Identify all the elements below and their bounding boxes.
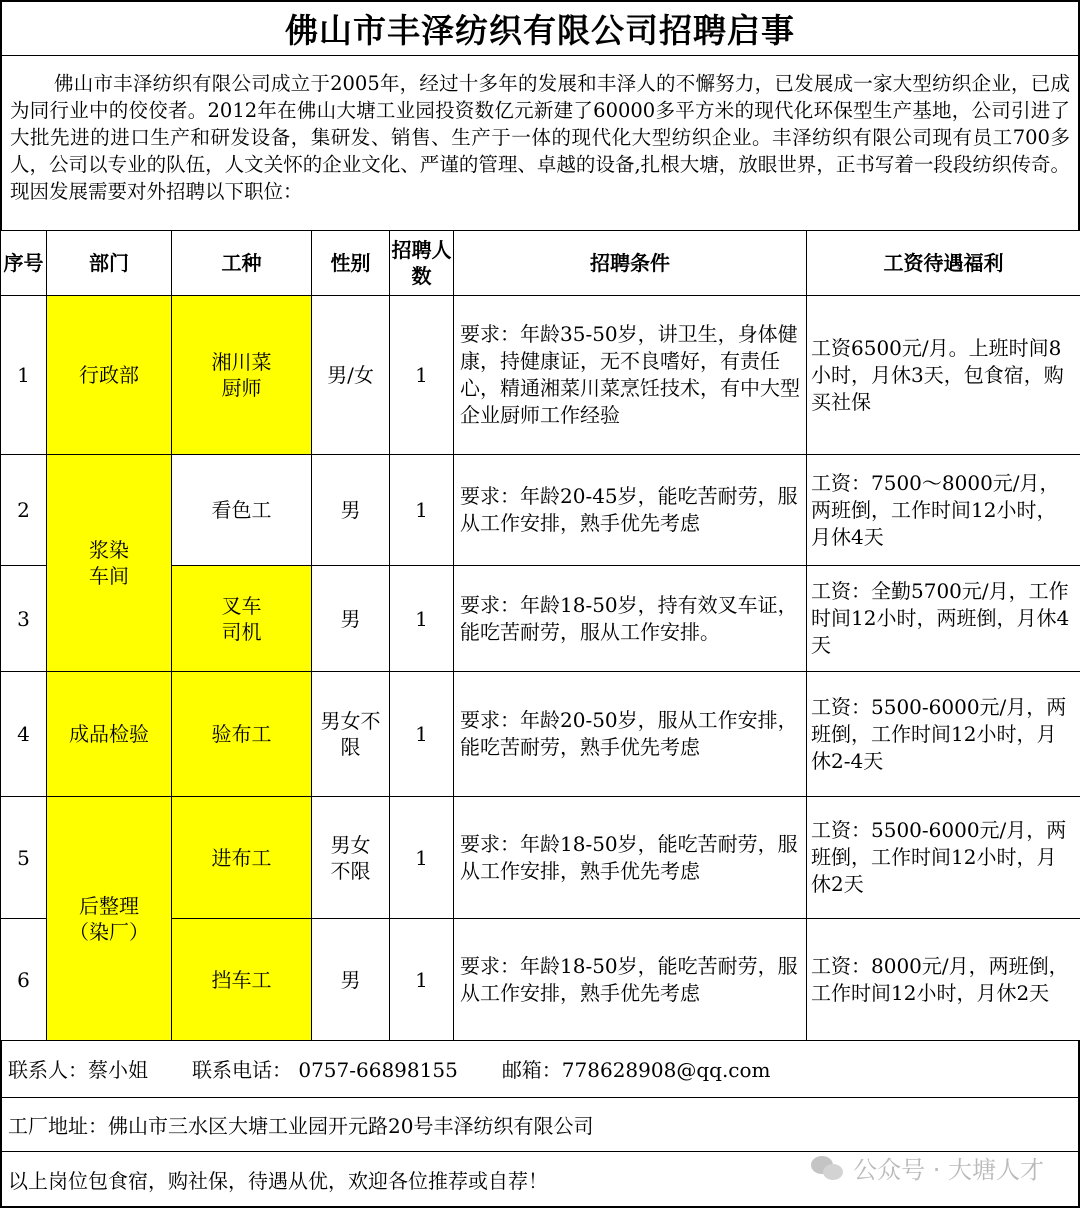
job-label: 湘川菜厨师 [211, 350, 272, 400]
row-no: 6 [1, 919, 47, 1041]
contact-email[interactable]: 邮箱：778628908@qq.com [501, 1058, 771, 1082]
job-cell: 挡车工 [172, 919, 312, 1041]
header-gender: 性别 [312, 231, 390, 296]
page-title: 佛山市丰泽纺织有限公司招聘启事 [0, 0, 1080, 56]
dept-label: 浆染车间 [89, 538, 129, 588]
count-cell: 1 [390, 296, 454, 455]
address-row [0, 1098, 1080, 1152]
job-cell: 验布工 [172, 672, 312, 797]
wage-cell: 工资：5500-6000元/月，两班倒，工作时间12小时，月休2天 [807, 797, 1080, 919]
gender-cell: 男 [312, 919, 390, 1041]
table-header-row [1, 231, 1080, 296]
count-cell: 1 [390, 919, 454, 1041]
job-cell: 看色工 [172, 455, 312, 566]
table-row [1, 672, 1080, 797]
count-cell: 1 [390, 797, 454, 919]
contact-person: 联系人：蔡小姐 [8, 1058, 148, 1082]
gender-cell: 男 [312, 566, 390, 672]
watermark-text: 公众号 · 大塘人才 [853, 1156, 1044, 1184]
table-row [1, 797, 1080, 919]
contact-row [0, 1040, 1080, 1098]
intro-paragraph: 佛山市丰泽纺织有限公司成立于2005年，经过十多年的发展和丰泽人的不懈努力，已发展成一家大型纺织企业，已成为同行业中的佼佼者。2012年在佛山大塘工业园投资数亿元新建了60000多平方米的现代化环保型生产基地，公司引进了大批先进的进口生产和研发设备，集研发、销售、生产于一体的现代化大型纺织企业。丰泽纺织有限公司现有员工700多人，公司以专业的队伍，人文关怀的企业文化、严谨的管理、卓越的设备,扎根大塘，放眼世界，正书写着一段段纺织传奇。现因发展需要对外招聘以下职位： [0, 56, 1080, 230]
header-count: 招聘人数 [390, 231, 454, 296]
wage-cell: 工资：5500-6000元/月，两班倒，工作时间12小时，月休2-4天 [807, 672, 1080, 797]
wage-cell: 工资：全勤5700元/月，工作时间12小时，两班倒，月休4天 [807, 566, 1080, 672]
row-no: 4 [1, 672, 47, 797]
dept-label: 后整理（染厂） [69, 893, 149, 944]
requirement-cell: 要求：年龄18-50岁，能吃苦耐劳，服从工作安排，熟手优先考虑 [454, 919, 807, 1041]
header-no: 序号 [1, 231, 47, 296]
table-row [1, 296, 1080, 455]
gender-label: 男女不限 [330, 832, 371, 883]
dept-cell: 成品检验 [47, 672, 172, 797]
requirement-cell: 要求：年龄18-50岁，持有效叉车证，能吃苦耐劳，服从工作安排。 [454, 566, 807, 672]
jobs-table [0, 230, 1080, 1041]
wage-cell: 工资：8000元/月，两班倒，工作时间12小时，月休2天 [807, 919, 1080, 1041]
factory-address: 工厂地址：佛山市三水区大塘工业园开元路20号丰泽纺织有限公司 [8, 1114, 594, 1138]
count-cell: 1 [390, 455, 454, 566]
dept-cell: 行政部 [47, 296, 172, 455]
row-no: 1 [1, 296, 47, 455]
row-no: 5 [1, 797, 47, 919]
gender-cell: 男/女 [312, 296, 390, 455]
contact-phone: 联系电话： 0757-66898155 [192, 1058, 458, 1082]
gender-cell [312, 672, 390, 797]
requirement-cell: 要求：年龄18-50岁，能吃苦耐劳，服从工作安排，熟手优先考虑 [454, 797, 807, 919]
table-row [1, 455, 1080, 566]
job-label: 叉车司机 [221, 593, 262, 644]
wage-cell: 工资：7500～8000元/月，两班倒，工作时间12小时，月休4天 [807, 455, 1080, 566]
header-req: 招聘条件 [454, 231, 807, 296]
header-dept: 部门 [47, 231, 172, 296]
gender-label: 男女不限 [320, 709, 381, 759]
job-cell [172, 296, 312, 455]
job-cell: 进布工 [172, 797, 312, 919]
gender-cell: 男 [312, 455, 390, 566]
row-no: 2 [1, 455, 47, 566]
requirement-cell: 要求：年龄20-50岁，服从工作安排，能吃苦耐劳，熟手优先考虑 [454, 672, 807, 797]
requirement-cell: 要求：年龄20-45岁，能吃苦耐劳，服从工作安排，熟手优先考虑 [454, 455, 807, 566]
count-cell: 1 [390, 566, 454, 672]
header-wage: 工资待遇福利 [807, 231, 1080, 296]
count-cell: 1 [390, 672, 454, 797]
header-job: 工种 [172, 231, 312, 296]
closing-note: 以上岗位包食宿，购社保，待遇从优，欢迎各位推荐或自荐！ [8, 1168, 548, 1193]
wage-cell: 工资6500元/月。上班时间8小时，月休3天，包食宿，购买社保 [807, 296, 1080, 455]
dept-cell [47, 797, 172, 1041]
row-no: 3 [1, 566, 47, 672]
job-cell [172, 566, 312, 672]
gender-cell [312, 797, 390, 919]
watermark [811, 1150, 1044, 1185]
wechat-icon [811, 1154, 845, 1182]
dept-cell [47, 455, 172, 672]
requirement-cell: 要求：年龄35-50岁，讲卫生，身体健康，持健康证，无不良嗜好，有责任心，精通湘菜川菜烹饪技术，有中大型企业厨师工作经验 [454, 296, 807, 455]
